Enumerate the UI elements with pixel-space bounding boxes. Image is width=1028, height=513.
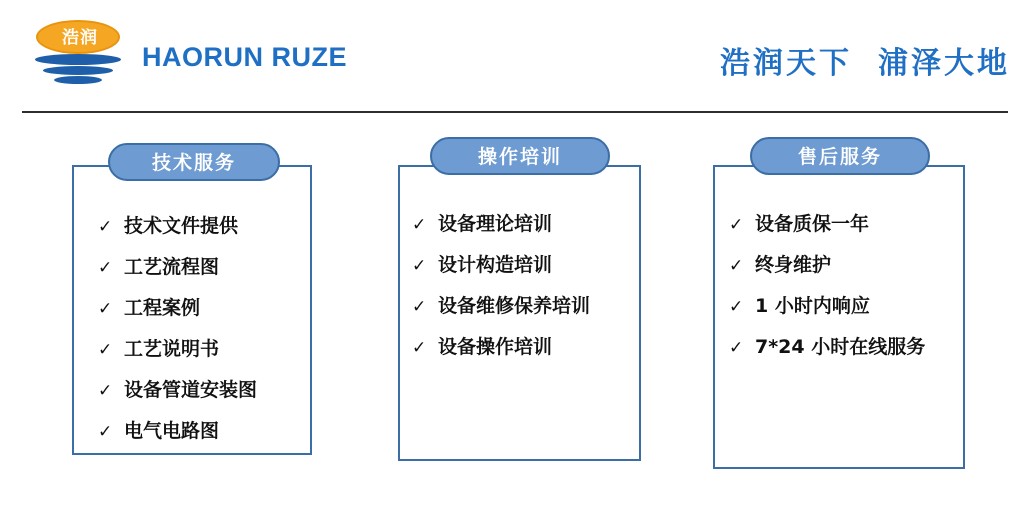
list-item [98, 293, 334, 320]
list-item-label: 工程案例 [124, 297, 201, 319]
list-item [412, 332, 651, 359]
check-icon: ✓ [98, 217, 113, 237]
card-operation-training-title: 操作培训 [430, 137, 610, 175]
check-icon: ✓ [729, 215, 744, 235]
check-icon: ✓ [98, 299, 113, 319]
brand-name-english: HAORUN RUZE [142, 42, 347, 72]
check-icon: ✓ [729, 297, 744, 317]
list-item-label: 设备管道安装图 [124, 379, 258, 401]
list-item-label: 1 小时内响应 [755, 295, 870, 317]
list-item-label: 设备质保一年 [755, 213, 870, 235]
check-icon: ✓ [412, 338, 427, 358]
check-icon: ✓ [729, 256, 744, 276]
company-logo [32, 18, 124, 90]
card-technical-service-body [74, 167, 334, 457]
card-operation-training [398, 165, 641, 461]
list-item [98, 252, 334, 279]
list-item-label: 设备操作培训 [438, 336, 553, 358]
check-icon: ✓ [98, 422, 113, 442]
list-item-label: 电气电路图 [124, 420, 220, 442]
logo-text: 浩润 [62, 28, 98, 48]
company-slogan [720, 38, 1010, 82]
card-after-sales-service [713, 165, 965, 469]
list-item [412, 291, 651, 318]
logo-waves-icon [34, 52, 122, 90]
list-item-label: 工艺说明书 [124, 338, 220, 360]
card-after-sales-service-title: 售后服务 [750, 137, 930, 175]
logo-wave-2 [43, 66, 113, 75]
list-item-label: 设备理论培训 [438, 213, 553, 235]
list-item-label: 终身维护 [755, 254, 832, 276]
list-item [729, 291, 977, 318]
slogan-right: 浦泽大地 [878, 46, 1010, 81]
check-icon: ✓ [412, 256, 427, 276]
list-item [729, 209, 977, 236]
list-item [98, 211, 334, 238]
logo-wave-3 [54, 76, 102, 84]
list-item [412, 209, 651, 236]
check-icon: ✓ [98, 381, 113, 401]
list-item [729, 332, 977, 359]
card-after-sales-service-body [715, 167, 977, 373]
list-item [98, 334, 334, 361]
check-icon: ✓ [412, 297, 427, 317]
list-item [412, 250, 651, 277]
list-item-label: 设计构造培训 [438, 254, 553, 276]
list-item-label: 技术文件提供 [124, 215, 239, 237]
list-item-label: 工艺流程图 [124, 256, 220, 278]
card-operation-training-body [400, 167, 651, 373]
check-icon: ✓ [729, 338, 744, 358]
logo-ellipse-shape [36, 20, 120, 54]
list-item-label: 设备维修保养培训 [438, 295, 591, 317]
check-icon: ✓ [412, 215, 427, 235]
card-technical-service-title: 技术服务 [108, 143, 280, 181]
header-divider [22, 111, 1008, 113]
list-item-label: 7*24 小时在线服务 [755, 336, 926, 358]
check-icon: ✓ [98, 340, 113, 360]
list-item [98, 416, 334, 443]
list-item [729, 250, 977, 277]
logo-wave-1 [35, 54, 121, 65]
page-header [0, 0, 1028, 110]
check-icon: ✓ [98, 258, 113, 278]
list-item [98, 375, 334, 402]
card-technical-service [72, 165, 312, 455]
slogan-left: 浩润天下 [720, 46, 852, 81]
